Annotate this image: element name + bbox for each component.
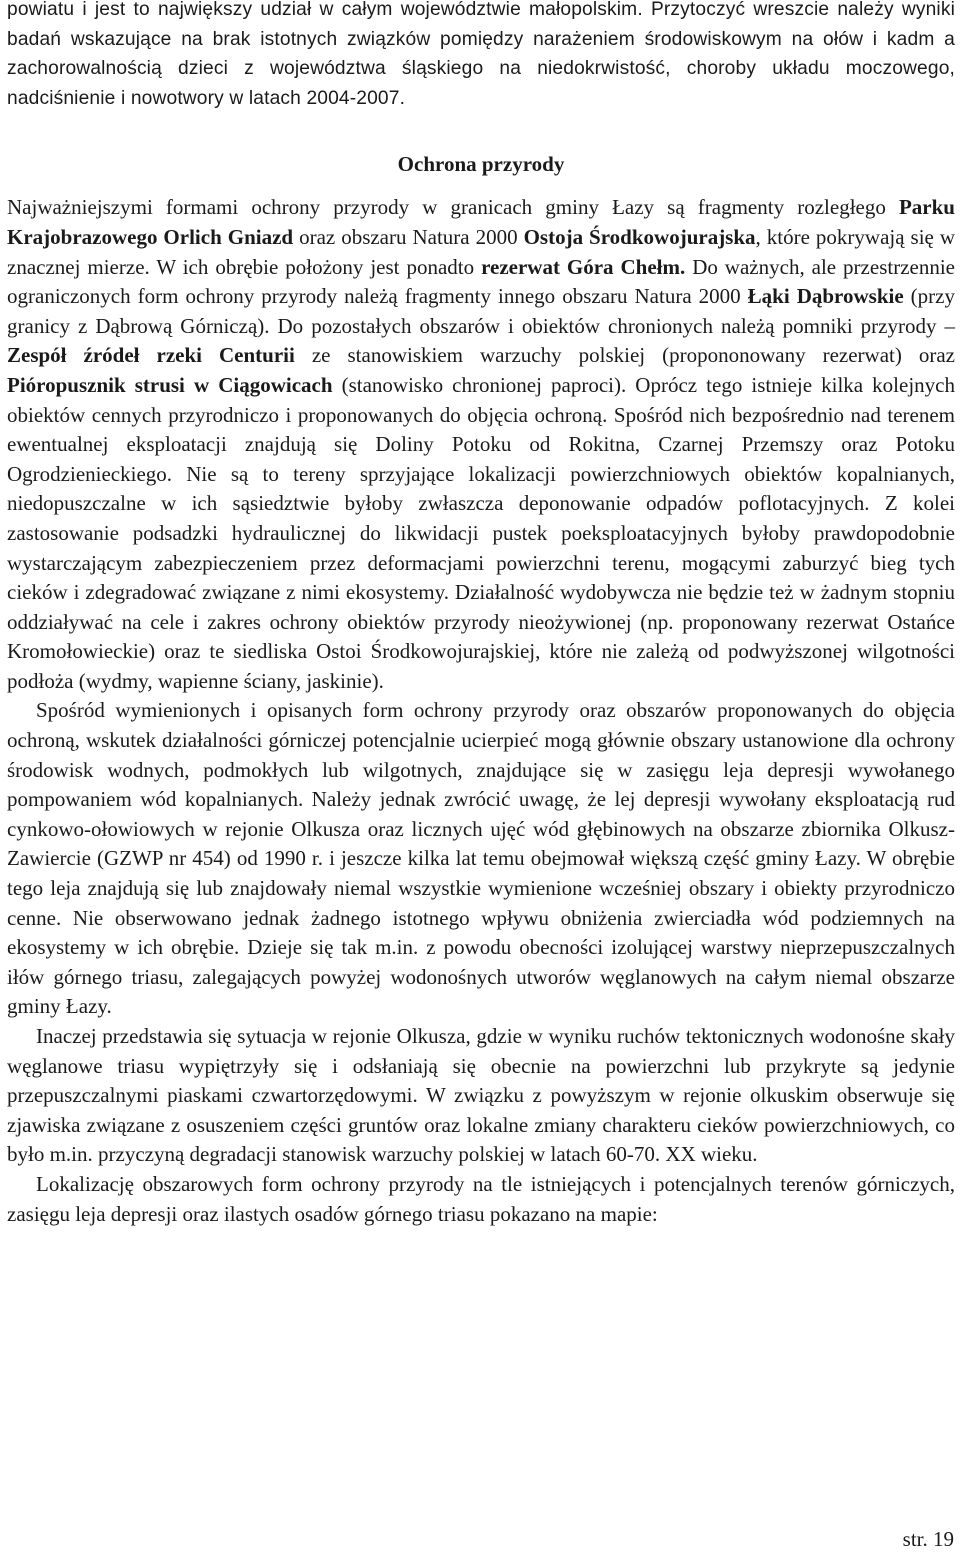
nature-protection-paragraph xyxy=(7,193,955,696)
fern-monument-name: Pióropusznik strusi w Ciągowicach xyxy=(7,372,333,397)
text-run: (stanowisko chronionej paproci). Oprócz tego istnieje kilka kolejnych obiektów cennych przyrodniczo i proponowanych do objęcia ochroną. Spośród nich bezpośrednio nad terenem ewentualnej eksploatacji znajdują się Doliny Potoku od Rokitna, Czarnej Przemszy oraz Potoku Ogrodzienieckiego. Nie są to tereny sprzyjające lokalizacji powierzchniowych obiektów kopalnianych, niedopuszczalne w ich sąsiedztwie byłoby zwłaszcza deponowanie odpadów poflotacyjnych. Z kolei zastosowanie podsadzki hydraulicznej do likwidacji pustek poeksploatacyjnych byłoby prawdopodobnie wystarczającym zabezpieczeniem przez deformacjami powierzchni terenu, mogącymi zaburzyć bieg tych cieków i zdegradować związane z nimi ekosystemy. Działalność wydobywcza nie będzie też w żadnym stopniu oddziaływać na cele i zakres ochrony obiektów przyrody nieożywionej (np. proponowany rezerwat Ostańce Kromołowieckie) oraz te siedliska Ostoi Środkowojurajskiej, które nie zależą od podwyższonej wilgotności podłoża (wydmy, wapienne ściany, jaskinie). xyxy=(7,372,955,693)
intro-paragraph: powiatu i jest to największy udział w całym województwie małopolskim. Przytoczyć wreszcie należy wyniki badań wskazujące na brak istotnych związków pomiędzy narażeniem środowiskowym na ołów i kadm a zachorowalnością dzieci z województwa śląskiego na niedokrwistość, choroby układu moczowego, nadciśnienie i nowotwory w latach 2004-2007. xyxy=(7,0,955,109)
section-title: Ochrona przyrody xyxy=(397,152,565,177)
page-number: str. 19 xyxy=(902,1527,954,1551)
park-name: Parku Krajobrazowego Orlich Gniazd xyxy=(7,195,955,249)
map-reference-paragraph: Lokalizację obszarowych form ochrony przyrody na tle istniejących i potencjalnych terenów górniczych, zasięgu leja depresji oraz ilastych osadów górnego triasu pokazano na mapie: xyxy=(7,1171,955,1226)
text-run: ze stanowiskiem warzuchy polskiej (propononowany rezerwat) oraz xyxy=(294,343,956,368)
text-run: Do ważnych, ale przestrzennie ograniczonych form ochrony przyrody należą fragmenty innego obszaru Natura 2000 xyxy=(7,254,955,309)
text-run: Najważniejszymi formami ochrony przyrody w granicach gminy Łazy są fragmenty rozległego xyxy=(7,195,899,220)
reserve-name: rezerwat Góra Chełm. xyxy=(481,254,686,279)
text-run: (przy granicy z Dąbrową Górniczą). Do pozostałych obszarów i obiektów chronionych należą pomniki przyrody – xyxy=(7,284,955,338)
olkusz-paragraph: Inaczej przedstawia się sytuacja w rejonie Olkusza, gdzie w wyniku ruchów tektonicznych wodonośne skały węglanowe triasu wypiętrzyły się i odsłaniają się obecnie na powierzchni lub przykryte są jedynie przepuszczalnymi piaskami czwartorzędowymi. W związku z powyższym w rejonie olkuskim obserwuje się zjawiska związane z osuszeniem części gruntów oraz lokalne zmiany charakteru cieków powierzchniowych, co było m.in. przyczyną degradacji stanowisk warzuchy polskiej w latach 60-70. XX wieku. xyxy=(7,1024,955,1167)
spring-complex-name: Zespół źródeł rzeki Centurii xyxy=(7,343,295,368)
natura-site-name-2: Łąki Dąbrowskie xyxy=(747,284,904,309)
text-run: , które pokrywają się w znacznej mierze. W ich obrębie położony jest ponadto xyxy=(7,224,955,279)
text-run: oraz obszaru Natura 2000 xyxy=(293,224,524,249)
mining-impact-paragraph: Spośród wymienionych i opisanych form ochrony przyrody oraz obszarów proponowanych do objęcia ochroną, wskutek działalności górniczej potencjalnie ucierpieć mogą głównie obszary ustanowione dla ochrony środowisk wodnych, podmokłych lub wilgotnych, znajdujące się w zasięgu leja depresji wywołanego pompowaniem wód kopalnianych. Należy jednak zwrócić uwagę, że lej depresji wywołany eksploatacją rud cynkowo-ołowiowych w rejonie Olkusza oraz licznych ujęć wód głębinowych na obszarze zbiornika Olkusz-Zawiercie (GZWP nr 454) od 1990 r. i jeszcze kilka lat temu obejmował większą część gminy Łazy. W obrębie tego leja znajdują się lub znajdowały niemal wszystkie wymienione wcześniej obszary i obiekty przyrodniczo cenne. Nie obserwowano jednak żadnego istotnego wpływu obniżenia zwierciadła wód podziemnych na ekosystemy w ich obrębie. Dzieje się tak m.in. z powodu obecności izolującej warstwy nieprzepuszczalnych iłów górnego triasu, zalegających powyżej wodonośnych utworów węglanowych na całym niemal obszarze gminy Łazy. xyxy=(7,698,955,1019)
document-page xyxy=(7,0,955,1229)
natura-site-name: Ostoja Środkowojurajska xyxy=(523,224,756,249)
